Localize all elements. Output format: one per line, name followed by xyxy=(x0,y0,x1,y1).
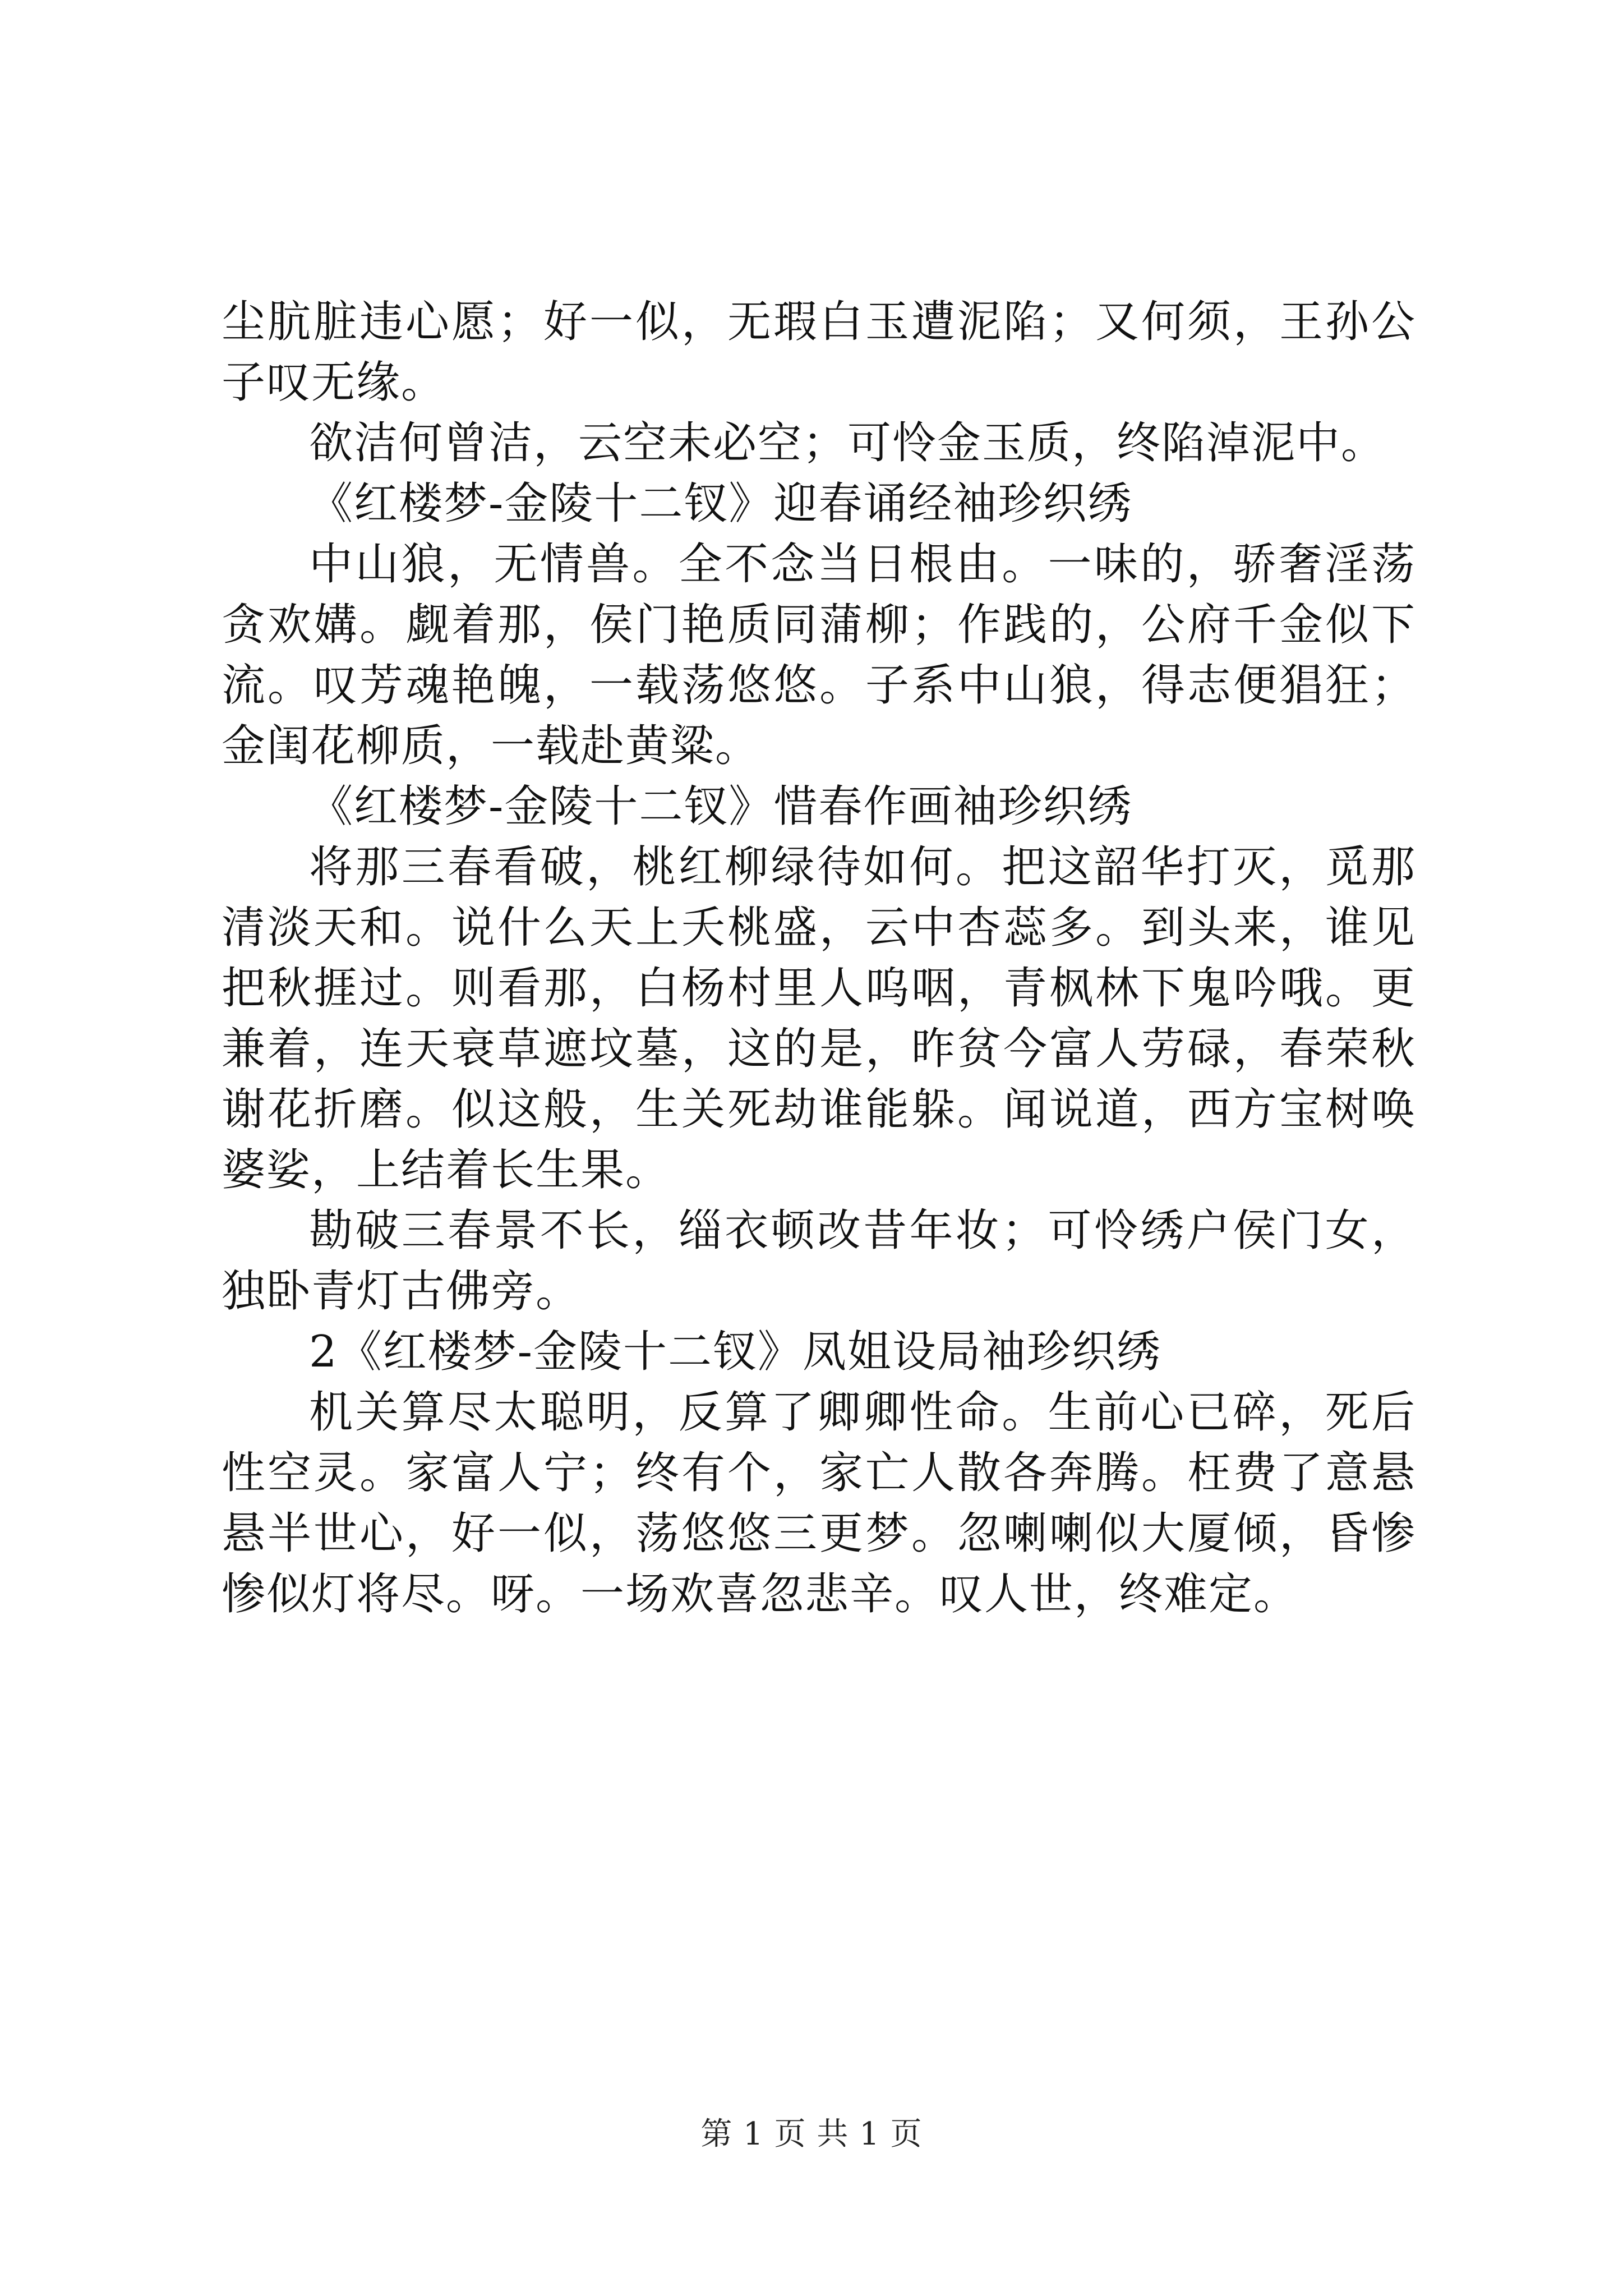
section-heading-fengjie: 2《红楼梦-金陵十二钗》凤姐设局袖珍织绣 xyxy=(309,1327,1161,1377)
paragraph-7: 勘破三春景不长，缁衣顿改昔年妆；可怜绣户侯门女，独卧青灯古佛旁。 xyxy=(222,1205,1416,1317)
document-body xyxy=(222,292,1416,1625)
paragraph-9: 机关算尽太聪明，反算了卿卿性命。生前心已碎，死后性空灵。家富人宁；终有个，家亡人散各奔腾。枉费了意悬悬半世心，好一似，荡悠悠三更梦。忽喇喇似大厦倾，昏惨惨似灯将尽。呀。一场欢喜忽悲辛。叹人世，终难定。 xyxy=(222,1387,1416,1619)
paragraph-2: 欲洁何曾洁，云空未必空；可怜金玉质，终陷淖泥中。 xyxy=(309,418,1386,468)
section-heading-yingchun: 《红楼梦-金陵十二钗》迎春诵经袖珍织绣 xyxy=(309,478,1133,529)
paragraph-4: 中山狼，无情兽。全不念当日根由。一味的，骄奢淫荡贪欢媾。觑着那，侯门艳质同蒲柳；作践的，公府千金似下流。叹芳魂艳魄，一载荡悠悠。子系中山狼，得志便猖狂；金闺花柳质，一载赴黄粱。 xyxy=(222,539,1416,771)
paragraph-1: 尘肮脏违心愿；好一似，无瑕白玉遭泥陷；又何须，王孙公子叹无缘。 xyxy=(222,297,1416,408)
paragraph-6: 将那三春看破，桃红柳绿待如何。把这韶华打灭，觅那清淡天和。说什么天上夭桃盛，云中杏蕊多。到头来，谁见把秋捱过。则看那，白杨村里人呜咽，青枫林下鬼吟哦。更兼着，连天衰草遮坟墓，这的是，昨贫今富人劳碌，春荣秋谢花折磨。似这般，生关死劫谁能躲。闻说道，西方宝树唤婆娑，上结着长生果。 xyxy=(222,842,1416,1195)
section-heading-xichun: 《红楼梦-金陵十二钗》惜春作画袖珍织绣 xyxy=(309,781,1133,832)
page-footer: 第 1 页 共 1 页 xyxy=(700,2116,923,2152)
